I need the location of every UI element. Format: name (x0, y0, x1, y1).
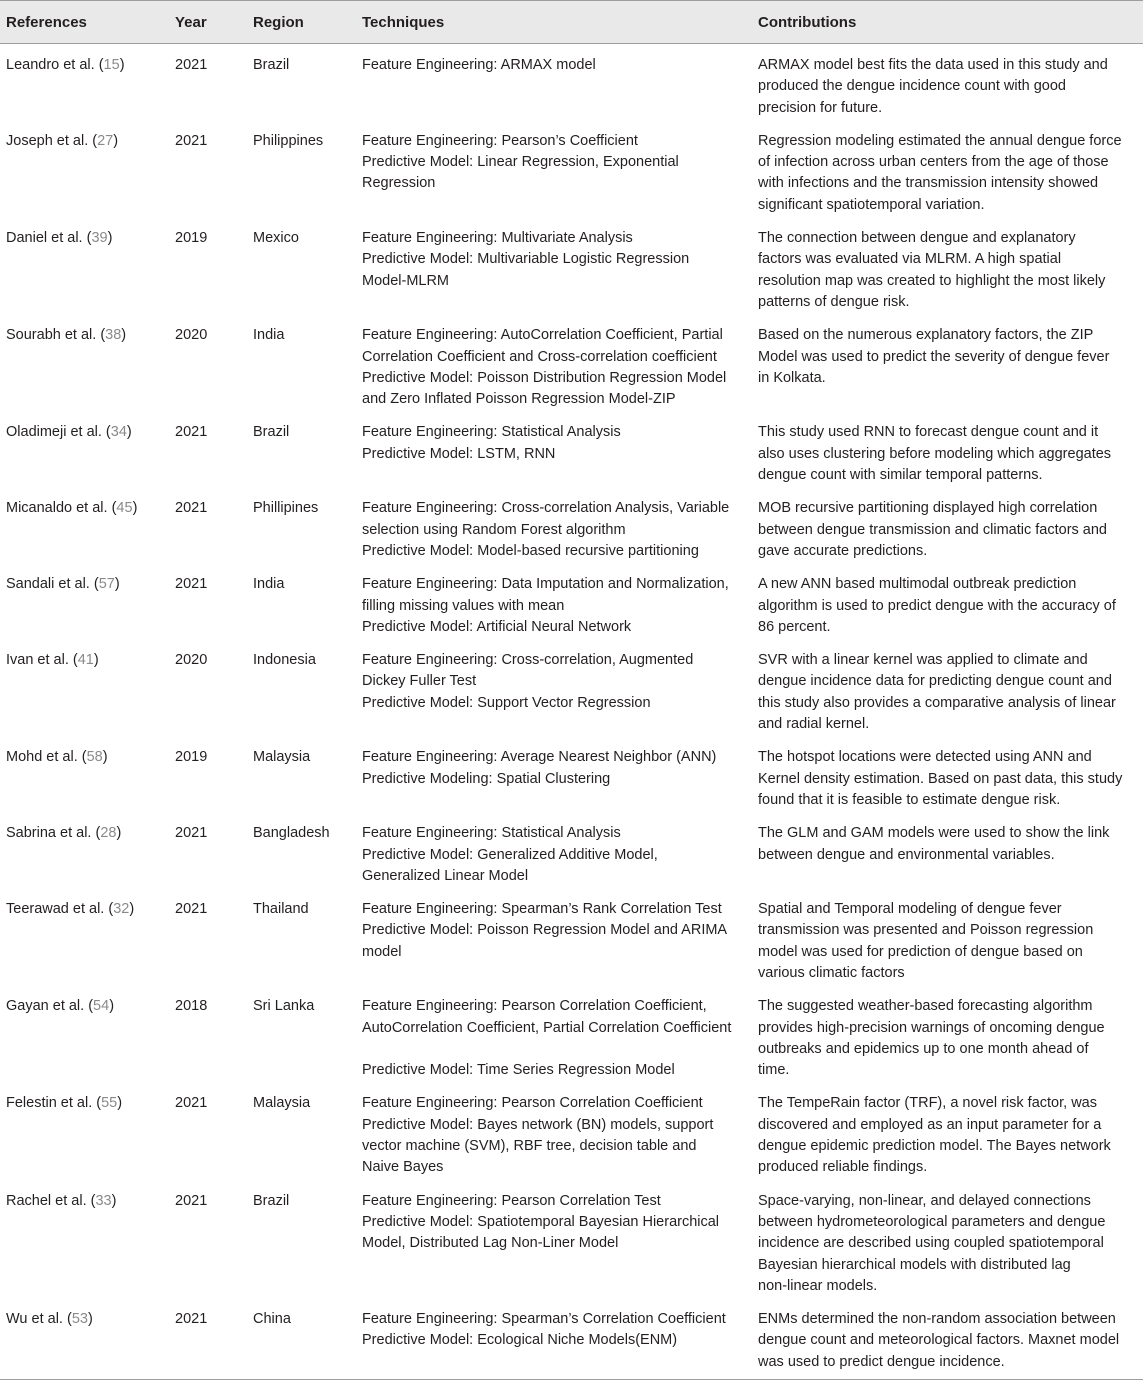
reference-author: Mohd et al. (6, 749, 78, 766)
contribution-line: various climatic factors (758, 964, 905, 981)
citation-link[interactable]: 33 (95, 1192, 112, 1209)
techniques-cell (362, 985, 758, 1082)
table-row (0, 736, 1143, 812)
citation-link[interactable]: 54 (93, 998, 110, 1015)
reference-cell: Felestin et al. (55) (6, 1095, 123, 1112)
contribution-line: The TempeRain factor (TRF), a novel risk factor, was (758, 1095, 1097, 1112)
region-cell: China (253, 1298, 362, 1379)
reference-author: Micanaldo et al. (6, 500, 108, 517)
contribution-line: model was used for prediction of dengue based on (758, 943, 1083, 960)
technique-line: filling missing values with mean (362, 597, 565, 614)
technique-line: Predictive Model: Artificial Neural Network (362, 618, 632, 635)
technique-line: Generalized Linear Model (362, 867, 529, 884)
citation-link[interactable]: 53 (71, 1311, 88, 1328)
technique-line: Dickey Fuller Test (362, 673, 477, 690)
reference-author: Sandali et al. (6, 576, 90, 593)
technique-line: Feature Engineering: Pearson’s Coefficient (362, 132, 638, 149)
contribution-line: outbreaks and epidemics up to one month ahead of (758, 1040, 1089, 1057)
table-row (0, 487, 1143, 563)
reference-cell: Teerawad et al. (32) (6, 901, 135, 918)
reference-author: Sourabh et al. (6, 327, 97, 344)
citation-link[interactable]: 34 (110, 424, 127, 441)
technique-line: Feature Engineering: Spearman’s Rank Correlation Test (362, 901, 722, 918)
contributions-cell (758, 411, 1143, 487)
reference-cell: Daniel et al. (39) (6, 230, 113, 247)
reference-cell: Sourabh et al. (38) (6, 327, 127, 344)
header-row (0, 1, 1143, 44)
techniques-cell (362, 888, 758, 985)
year-cell: 2021 (175, 1298, 253, 1379)
contribution-line: produced the dengue incidence count with good (758, 78, 1066, 95)
technique-line: Feature Engineering: Statistical Analysis (362, 825, 621, 842)
contribution-line: The GLM and GAM models were used to show the link (758, 825, 1110, 842)
contribution-line: Space-varying, non-linear, and delayed connections (758, 1192, 1091, 1209)
contributions-cell (758, 487, 1143, 563)
table-row (0, 217, 1143, 314)
contribution-line: and radial kernel. (758, 716, 870, 733)
technique-line: Feature Engineering: Average Nearest Neighbor (ANN) (362, 749, 717, 766)
contribution-line: ENMs determined the non-random association between (758, 1311, 1116, 1328)
contribution-line: non-linear models. (758, 1277, 878, 1294)
table-row (0, 639, 1143, 736)
year-cell: 2021 (175, 1095, 208, 1112)
header-techniques: Techniques (362, 1, 758, 44)
technique-line: selection using Random Forest algorithm (362, 521, 626, 538)
reference-author: Rachel et al. (6, 1192, 87, 1209)
techniques-cell (362, 314, 758, 411)
contribution-line: A new ANN based multimodal outbreak prediction (758, 576, 1077, 593)
reference-cell: Mohd et al. (58) (6, 749, 108, 766)
technique-line: Naive Bayes (362, 1159, 444, 1176)
table-row (0, 1180, 1143, 1298)
techniques-cell (362, 44, 758, 120)
region-cell: Indonesia (253, 652, 316, 669)
contributions-cell (758, 1082, 1143, 1179)
contribution-line: The hotspot locations were detected using ANN and (758, 749, 1092, 766)
technique-line: Feature Engineering: Cross-correlation, Augmented (362, 652, 694, 669)
header-references: References (0, 1, 175, 44)
year-cell: 2021 (175, 901, 208, 918)
region-cell: Sri Lanka (253, 998, 315, 1015)
techniques-cell (362, 1298, 758, 1379)
contribution-line: between hydrometeorological parameters and dengue (758, 1213, 1106, 1230)
technique-line: Feature Engineering: Statistical Analysis (362, 424, 621, 441)
year-cell: 2021 (175, 57, 208, 73)
contribution-line: ARMAX model best fits the data used in this study and (758, 57, 1108, 73)
contribution-line: significant spatiotemporal variation. (758, 196, 985, 213)
year-cell: 2020 (175, 652, 208, 669)
reference-cell: Micanaldo et al. (45) (6, 500, 138, 517)
technique-line: Predictive Model: Multivariable Logistic Regression (362, 251, 690, 268)
techniques-cell (362, 120, 758, 217)
technique-line: Feature Engineering: Spearman’s Correlation Coefficient (362, 1311, 726, 1328)
contribution-line: found that it is feasible to estimate dengue risk. (758, 791, 1061, 808)
region-cell: Phillipines (253, 500, 319, 517)
contribution-line: dengue incidence data for predicting dengue count and (758, 673, 1112, 690)
year-cell: 2019 (175, 749, 208, 766)
table-row (0, 314, 1143, 411)
technique-line: vector machine (SVM), RBF tree, decision table and (362, 1138, 697, 1155)
contributions-cell (758, 985, 1143, 1082)
reference-author: Felestin et al. (6, 1095, 93, 1112)
reference-author: Teerawad et al. (6, 901, 105, 918)
reference-author: Oladimeji et al. (6, 424, 102, 441)
technique-line: and Zero Inflated Poisson Regression Model-ZIP (362, 391, 676, 408)
reference-cell: Ivan et al. (41) (6, 652, 99, 669)
year-cell: 2021 (175, 132, 208, 149)
region-cell: India (253, 327, 285, 344)
contribution-line: The suggested weather-based forecasting algorithm (758, 998, 1093, 1015)
contribution-line: between dengue transmission and climatic factors and (758, 521, 1107, 538)
technique-line: Regression (362, 175, 436, 192)
table-row (0, 44, 1143, 120)
region-cell: India (253, 576, 285, 593)
region-cell: Bangladesh (253, 825, 330, 842)
contributions-cell (758, 888, 1143, 985)
contribution-line: this study also provides a comparative analysis of linear (758, 694, 1116, 711)
contribution-line: was used to predict dengue incidence. (758, 1353, 1005, 1370)
header-year: Year (175, 1, 253, 44)
contribution-line: between dengue and environmental variables. (758, 846, 1055, 863)
contributions-cell (758, 44, 1143, 120)
contribution-line: Regression modeling estimated the annual dengue force (758, 132, 1122, 149)
reference-cell: Sabrina et al. (28) (6, 825, 122, 842)
table-row (0, 812, 1143, 888)
citation-link[interactable]: 58 (86, 749, 103, 766)
contribution-line: factors was evaluated via MLRM. A high spatial (758, 251, 1062, 268)
technique-line: Feature Engineering: Pearson Correlation Test (362, 1192, 661, 1209)
region-cell: Malaysia (253, 1095, 311, 1112)
technique-line: Predictive Model: LSTM, RNN (362, 445, 556, 462)
reference-cell: Gayan et al. (54) (6, 998, 115, 1015)
citation-link[interactable]: 41 (77, 652, 94, 669)
contribution-line: dengue count and meteorological factors. Maxnet model (758, 1332, 1120, 1349)
technique-line: Predictive Model: Spatiotemporal Bayesian Hierarchical (362, 1213, 720, 1230)
techniques-cell (362, 1082, 758, 1179)
contribution-line: precision for future. (758, 99, 883, 116)
citation-link[interactable]: 15 (103, 57, 120, 73)
contribution-line: patterns of dengue risk. (758, 293, 910, 310)
contributions-cell (758, 736, 1143, 812)
technique-line: Predictive Model: Ecological Niche Models(ENM) (362, 1332, 678, 1349)
technique-line: Predictive Model: Poisson Distribution Regression Model (362, 369, 727, 386)
reference-cell: Leandro et al. (15) (6, 57, 125, 73)
contribution-line: This study used RNN to forecast dengue count and it (758, 424, 1099, 441)
year-cell: 2018 (175, 998, 208, 1015)
table-header (0, 1, 1143, 44)
contributions-cell (758, 120, 1143, 217)
contribution-line: The connection between dengue and explanatory (758, 230, 1076, 247)
region-cell: Malaysia (253, 749, 311, 766)
table-row (0, 888, 1143, 985)
technique-line: Predictive Model: Linear Regression, Exponential (362, 154, 679, 171)
region-cell: Brazil (253, 424, 290, 441)
techniques-cell (362, 1180, 758, 1298)
citation-link[interactable]: 55 (101, 1095, 118, 1112)
table-body (0, 44, 1143, 1380)
contributions-cell (758, 1180, 1143, 1298)
technique-line: Predictive Modeling: Spatial Clustering (362, 770, 611, 787)
technique-line: Feature Engineering: ARMAX model (362, 57, 596, 73)
reference-author: Daniel et al. (6, 230, 83, 247)
contribution-line: Spatial and Temporal modeling of dengue fever (758, 901, 1062, 918)
contribution-line: Bayesian hierarchical models with distributed lag (758, 1256, 1071, 1273)
technique-line: model (362, 943, 402, 960)
year-cell: 2021 (175, 576, 208, 593)
reference-cell: Sandali et al. (57) (6, 576, 120, 593)
contribution-line: with infections and the transmission intensity showed (758, 175, 1099, 192)
contribution-line: Kernel density estimation. Based on past data, this study (758, 770, 1123, 787)
reference-author: Gayan et al. (6, 998, 85, 1015)
techniques-cell (362, 563, 758, 639)
reference-author: Ivan et al. (6, 652, 69, 669)
contribution-line: Based on the numerous explanatory factors, the ZIP (758, 327, 1094, 344)
technique-line: Feature Engineering: Pearson Correlation Coefficient, (362, 998, 707, 1015)
technique-line: Predictive Model: Model-based recursive partitioning (362, 542, 699, 559)
technique-line: Model, Distributed Lag Non-Liner Model (362, 1235, 619, 1252)
citation-link[interactable]: 45 (116, 500, 133, 517)
contribution-line: produced reliable findings. (758, 1159, 928, 1176)
contribution-line: also uses clustering before modeling which aggregates (758, 445, 1112, 462)
contributions-cell (758, 639, 1143, 736)
contribution-line: MOB recursive partitioning displayed high correlation (758, 500, 1098, 517)
reference-author: Wu et al. (6, 1311, 63, 1328)
year-cell: 2021 (175, 825, 208, 842)
contribution-line: dengue count with similar temporal patterns. (758, 467, 1043, 484)
contribution-line: resolution map was created to highlight the most likely (758, 272, 1106, 289)
reference-author: Sabrina et al. (6, 825, 92, 842)
technique-line: Feature Engineering: AutoCorrelation Coefficient, Partial (362, 327, 723, 344)
contributions-cell (758, 563, 1143, 639)
contribution-line: incidence are described using coupled spatiotemporal (758, 1235, 1104, 1252)
technique-line: Predictive Model: Generalized Additive Model, (362, 846, 658, 863)
contribution-line: in Kolkata. (758, 369, 826, 386)
techniques-cell (362, 487, 758, 563)
reference-cell: Oladimeji et al. (34) (6, 424, 132, 441)
contribution-line: discovered and employed as an input parameter for a (758, 1116, 1102, 1133)
technique-line: Predictive Model: Time Series Regression Model (362, 1062, 675, 1079)
reference-cell: Wu et al. (53) (0, 1298, 175, 1379)
techniques-cell (362, 736, 758, 812)
contribution-line: Model was used to predict the severity of dengue fever (758, 348, 1110, 365)
table-row (0, 120, 1143, 217)
contribution-line: time. (758, 1062, 790, 1079)
header-region: Region (253, 1, 362, 44)
techniques-cell (362, 812, 758, 888)
region-cell: Brazil (253, 57, 290, 73)
contribution-line: transmission was presented and Poisson regression (758, 922, 1094, 939)
citation-link[interactable]: 27 (97, 132, 114, 149)
table-row (0, 1082, 1143, 1179)
contributions-cell (758, 217, 1143, 314)
year-cell: 2021 (175, 500, 208, 517)
header-contributions: Contributions (758, 1, 1143, 44)
contribution-line: dengue epidemic prediction model. The Bayes network (758, 1138, 1111, 1155)
citation-link[interactable]: 32 (113, 901, 130, 918)
table-row (0, 1298, 1143, 1379)
technique-line: Predictive Model: Bayes network (BN) models, support (362, 1116, 714, 1133)
contribution-line: provides high-precision warnings of oncoming dengue (758, 1019, 1105, 1036)
region-cell: Mexico (253, 230, 299, 247)
technique-line: Predictive Model: Support Vector Regression (362, 694, 651, 711)
citation-link[interactable]: 57 (98, 576, 115, 593)
year-cell: 2021 (175, 424, 208, 441)
contribution-line: SVR with a linear kernel was applied to climate and (758, 652, 1088, 669)
techniques-cell (362, 639, 758, 736)
contributions-cell (758, 812, 1143, 888)
year-cell: 2020 (175, 327, 208, 344)
technique-line: Model-MLRM (362, 272, 450, 289)
contribution-line: gave accurate predictions. (758, 542, 928, 559)
technique-line: AutoCorrelation Coefficient, Partial Correlation Coefficient (362, 1019, 732, 1036)
technique-line (362, 1039, 758, 1060)
reference-author: Leandro et al. (6, 57, 95, 73)
contribution-line: 86 percent. (758, 618, 831, 635)
technique-line: Correlation Coefficient and Cross-correlation coefficient (362, 348, 717, 365)
technique-line: Predictive Model: Poisson Regression Model and ARIMA (362, 922, 728, 939)
contribution-line: of infection across urban centers from the age of those (758, 154, 1109, 171)
technique-line: Feature Engineering: Data Imputation and Normalization, (362, 576, 729, 593)
techniques-cell (362, 217, 758, 314)
region-cell: Thailand (253, 901, 309, 918)
citation-link[interactable]: 28 (100, 825, 117, 842)
reference-author: Joseph et al. (6, 132, 89, 149)
contributions-cell (758, 314, 1143, 411)
technique-line: Feature Engineering: Multivariate Analysis (362, 230, 633, 247)
table-row (0, 563, 1143, 639)
contribution-line: algorithm is used to predict dengue with the accuracy of (758, 597, 1116, 614)
reference-cell: Joseph et al. (27) (6, 132, 119, 149)
year-cell: 2019 (175, 230, 208, 247)
table-row (0, 985, 1143, 1082)
technique-line: Feature Engineering: Cross-correlation Analysis, Variable (362, 500, 730, 517)
citation-link[interactable]: 38 (105, 327, 122, 344)
techniques-cell (362, 411, 758, 487)
reference-cell: Rachel et al. (33) (6, 1192, 117, 1209)
year-cell: 2021 (175, 1192, 208, 1209)
region-cell: Philippines (253, 132, 324, 149)
technique-line: Feature Engineering: Pearson Correlation Coefficient (362, 1095, 703, 1112)
region-cell: Brazil (253, 1192, 290, 1209)
citation-link[interactable]: 39 (91, 230, 108, 247)
table-row (0, 411, 1143, 487)
contributions-cell (758, 1298, 1143, 1379)
